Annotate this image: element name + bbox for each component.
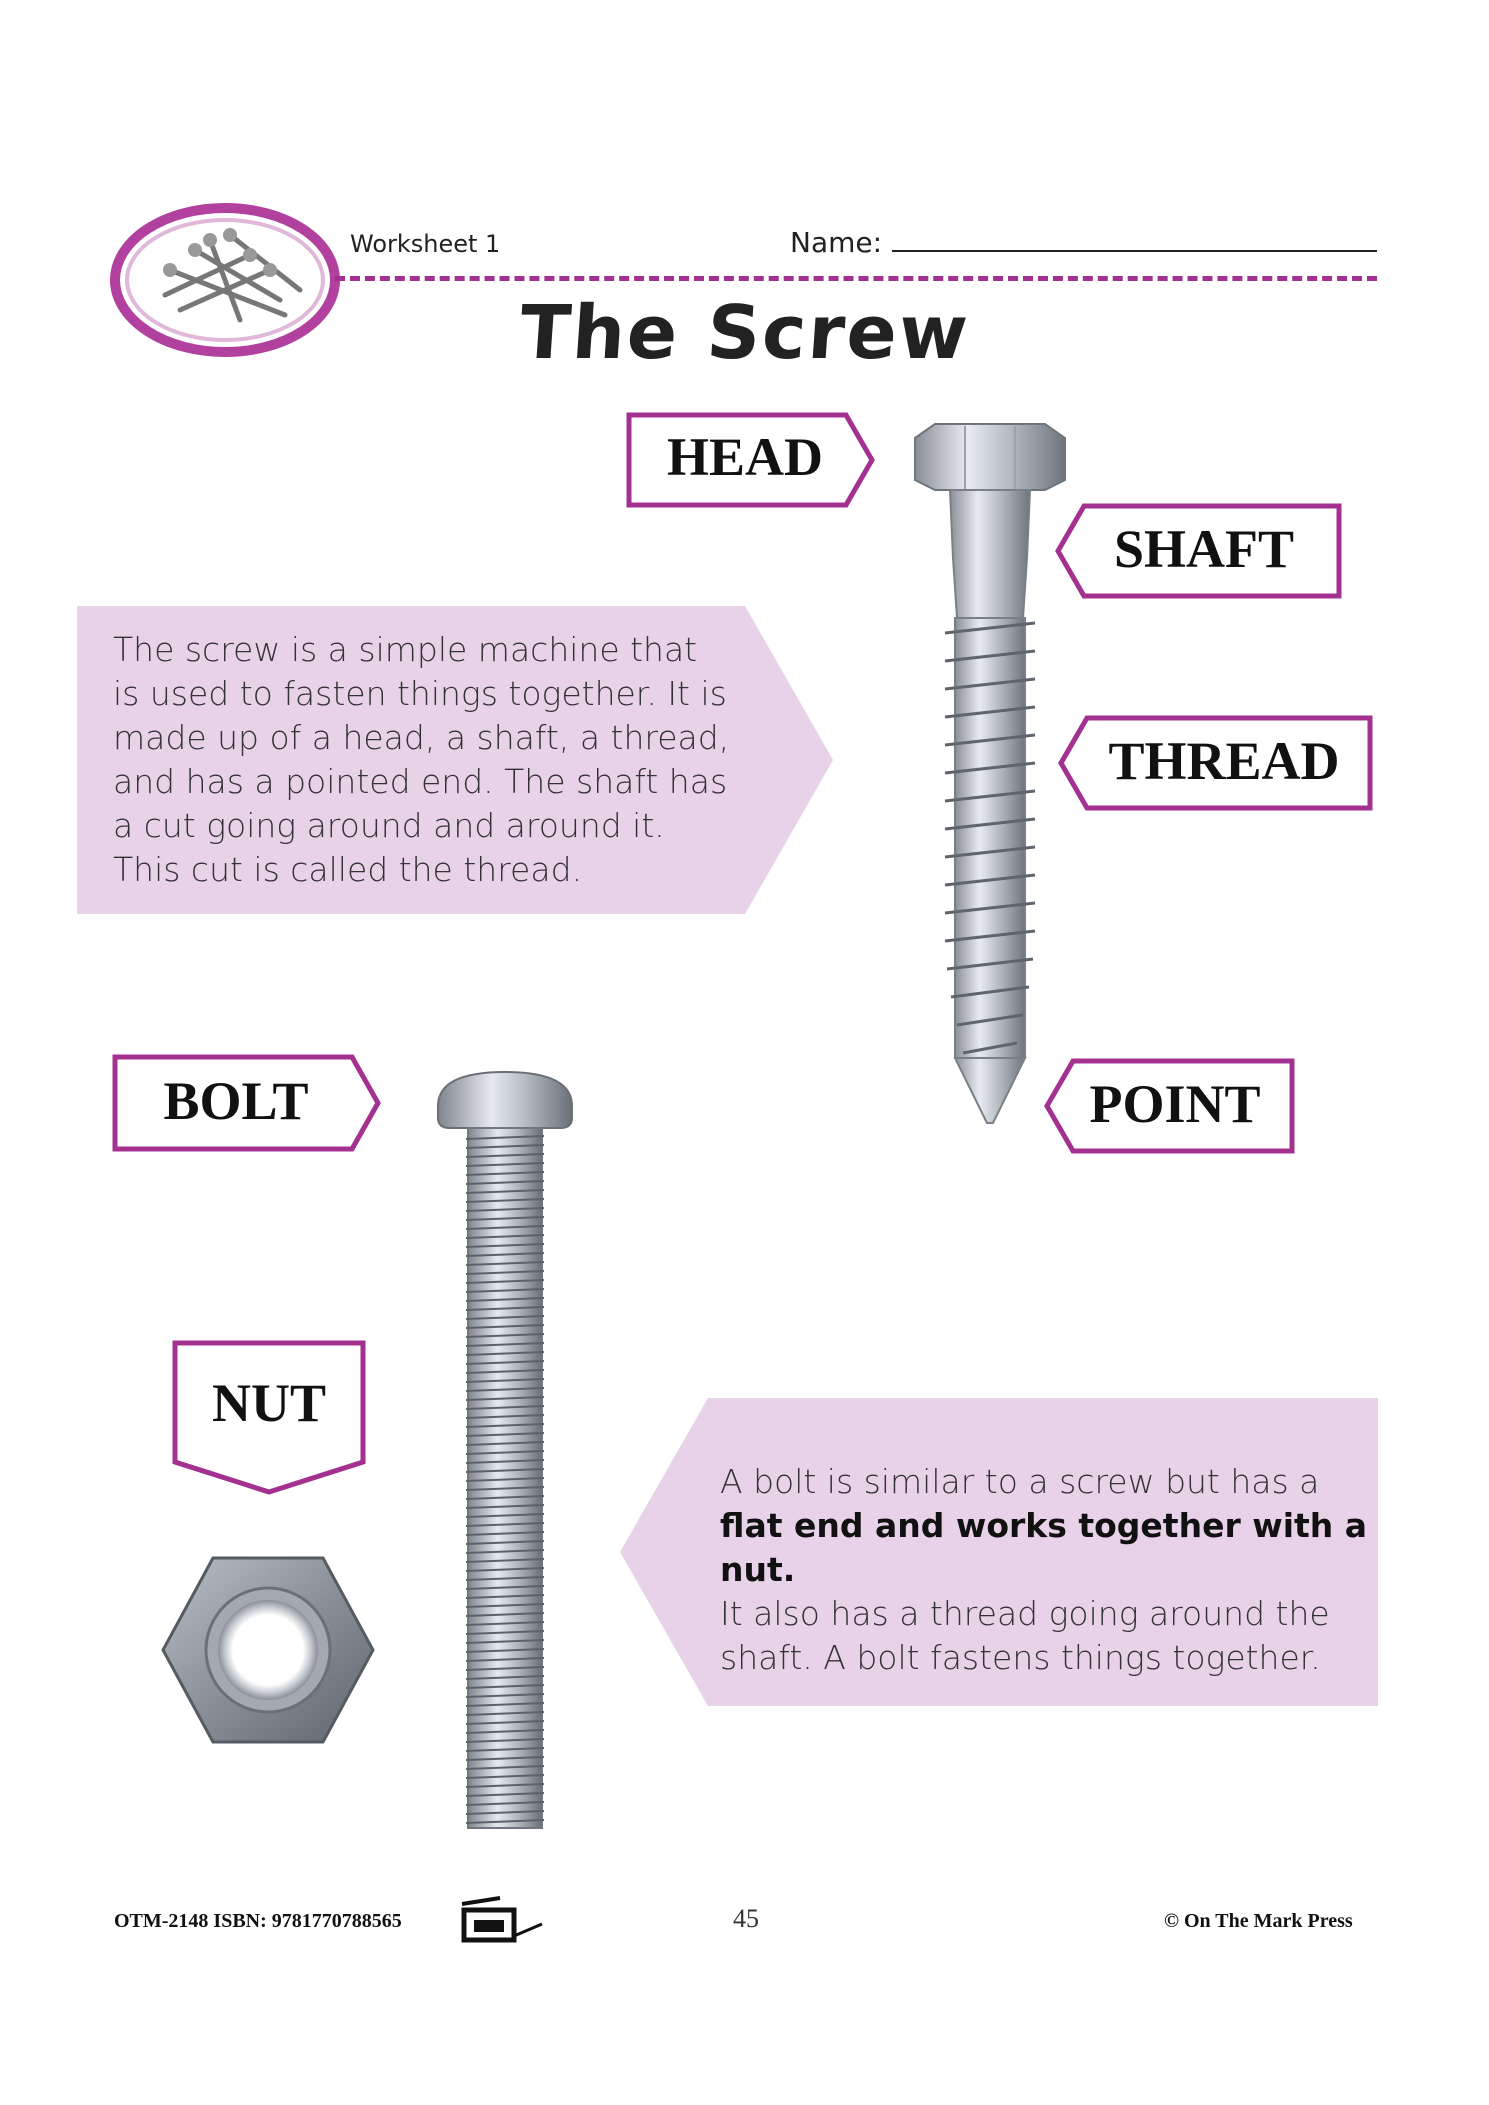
bolt-text-line: flat end and works together with a nut.: [720, 1506, 1368, 1589]
thread-label: THREAD: [1108, 731, 1340, 791]
press-logo-icon: [460, 1896, 546, 1944]
screw-text-line: made up of a head, a shaft, a thread,: [113, 718, 730, 757]
footer-copyright: © On The Mark Press: [1164, 1910, 1353, 1932]
screw-text-line: This cut is called the thread.: [113, 850, 583, 889]
header-divider: [335, 276, 1377, 281]
screw-text-line: The screw is a simple machine that: [113, 630, 698, 669]
shaft-label: SHAFT: [1113, 519, 1295, 579]
bolt-text-line: A bolt is similar to a screw but has a: [720, 1462, 1320, 1501]
page-number: 45: [733, 1904, 759, 1933]
bolt-description: [720, 1460, 1370, 1680]
nut-image: [158, 1550, 378, 1750]
screw-image: [905, 418, 1075, 1128]
bolt-label: BOLT: [163, 1071, 309, 1131]
bolt-image: [430, 1066, 580, 1836]
head-label: HEAD: [666, 427, 823, 487]
screw-description: [113, 628, 773, 892]
screw-text-line: a cut going around and around it.: [113, 806, 665, 845]
bolt-text-line: It also has a thread going around the: [720, 1594, 1330, 1633]
screw-text-line: and has a pointed end. The shaft has: [113, 762, 728, 801]
page-title: The Screw: [516, 290, 973, 376]
point-label: POINT: [1089, 1074, 1261, 1134]
nut-label: NUT: [211, 1373, 326, 1433]
name-label: Name:: [790, 226, 883, 259]
footer-code-isbn: OTM-2148 ISBN: 9781770788565: [114, 1910, 402, 1932]
screw-text-line: is used to fasten things together. It is: [113, 674, 727, 713]
worksheet-number: Worksheet 1: [350, 230, 501, 258]
bolt-text-line: shaft. A bolt fastens things together.: [720, 1638, 1321, 1677]
name-field[interactable]: [892, 250, 1377, 252]
